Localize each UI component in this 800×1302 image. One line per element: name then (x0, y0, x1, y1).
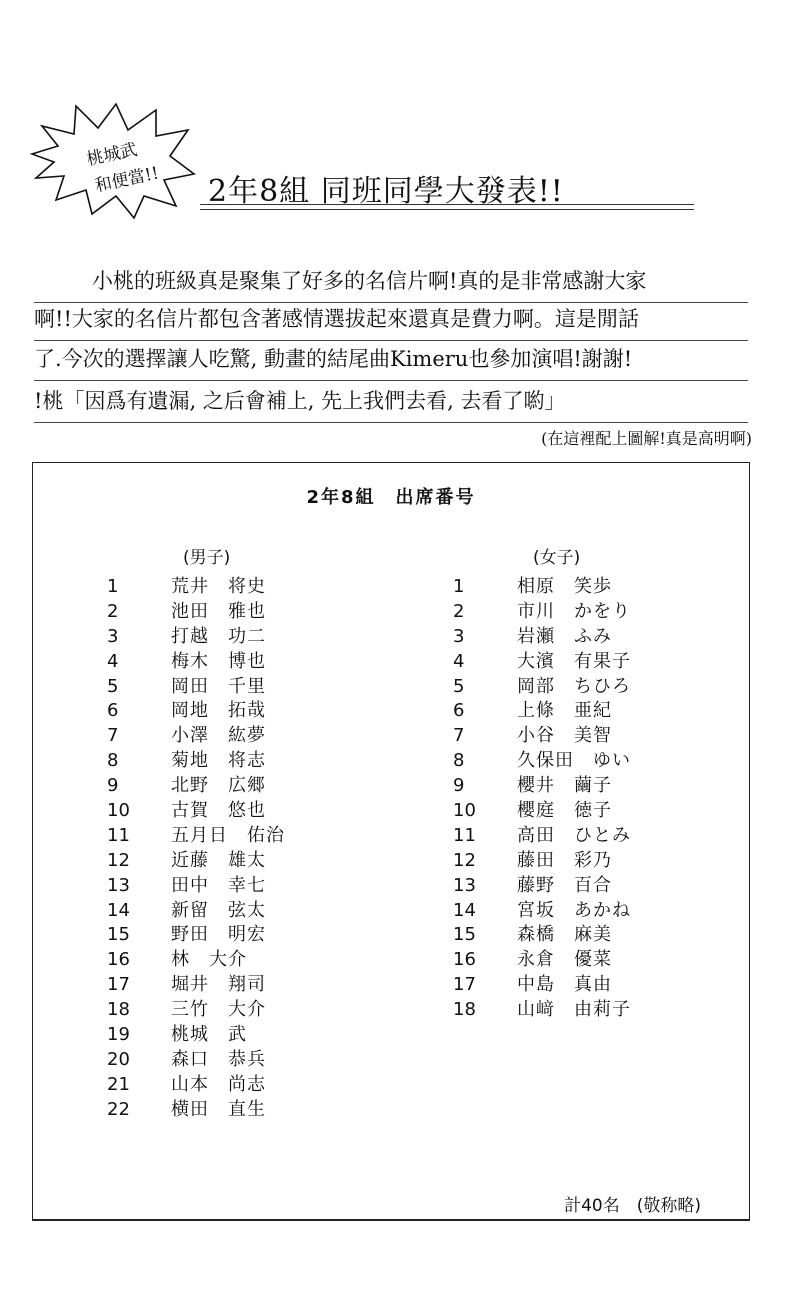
girl-number: 6 (453, 700, 465, 722)
boy-number: 13 (107, 874, 130, 896)
boy-name: 北野 広郷 (171, 775, 266, 797)
boy-number: 21 (107, 1073, 130, 1095)
girl-number: 9 (453, 775, 465, 797)
boy-name: 五月日 佑治 (171, 824, 285, 846)
boy-name: 新留 弦太 (171, 899, 266, 921)
page-title: 2年8組 同班同學大發表!! (208, 174, 564, 209)
boy-name: 梅木 博也 (171, 650, 266, 672)
boy-number: 8 (107, 750, 119, 772)
boy-number: 20 (107, 1048, 130, 1070)
girl-name: 宮坂 あかね (517, 899, 631, 921)
girl-name: 上條 亜紀 (517, 700, 612, 722)
girl-number: 4 (453, 650, 465, 672)
girl-name: 櫻井 繭子 (517, 775, 612, 797)
girl-number: 3 (453, 625, 465, 647)
note-line-1: 小桃的班級真是聚集了好多的名信片啊!真的是非常感謝大家 (34, 266, 748, 303)
girl-name: 相原 笑歩 (517, 576, 612, 597)
girls-header: (女子) (533, 548, 581, 568)
boy-name: 三竹 大介 (171, 999, 266, 1021)
boy-name: 岡田 千里 (171, 675, 266, 697)
girl-name: 市川 かをり (517, 600, 631, 622)
girl-number: 11 (453, 824, 476, 846)
boy-name: 打越 功二 (171, 625, 266, 647)
boy-number: 16 (107, 949, 130, 971)
boy-name: 古賀 悠也 (171, 800, 266, 822)
girl-name: 山﨑 由莉子 (517, 999, 631, 1021)
girl-name: 櫻庭 徳子 (517, 800, 612, 822)
boy-number: 5 (107, 675, 119, 697)
girl-number: 10 (453, 800, 476, 822)
note-credit: (在這裡配上圖解!真是高明啊) (541, 429, 752, 448)
boy-name: 桃城 武 (171, 1024, 247, 1046)
boy-number: 2 (107, 600, 119, 622)
girl-name: 岡部 ちひろ (517, 675, 631, 697)
boy-name: 野田 明宏 (171, 924, 266, 946)
girl-number: 15 (453, 924, 476, 946)
boy-name: 岡地 拓哉 (171, 700, 266, 722)
girl-name: 高田 ひとみ (517, 824, 631, 846)
boy-name: 荒井 将史 (171, 576, 266, 597)
note-line-3: 了.今次的選擇讓人吃驚, 動畫的結尾曲Kimeru也參加演唱!謝謝! (34, 344, 748, 381)
girl-number: 16 (453, 949, 476, 971)
boy-number: 4 (107, 650, 119, 672)
girl-number: 5 (453, 675, 465, 697)
boy-name: 森口 恭兵 (171, 1048, 266, 1070)
girl-name: 小谷 美智 (517, 725, 612, 747)
badge-line-2: 和便當!! (93, 163, 161, 197)
girl-number: 7 (453, 725, 465, 747)
boy-number: 6 (107, 700, 119, 722)
girl-number: 12 (453, 849, 476, 871)
total-count: 計40名 (敬称略) (564, 1196, 701, 1216)
boy-number: 9 (107, 775, 119, 797)
boy-name: 菊地 将志 (171, 750, 266, 772)
boy-number: 7 (107, 725, 119, 747)
girl-name: 藤野 百合 (517, 874, 612, 896)
boy-number: 14 (107, 899, 130, 921)
girl-name: 藤田 彩乃 (517, 849, 612, 871)
boy-number: 11 (107, 824, 130, 846)
badge-line-1: 桃城武 (84, 139, 140, 171)
boy-name: 林 大介 (171, 949, 247, 971)
girl-number: 17 (453, 974, 476, 996)
girl-name: 永倉 優菜 (517, 949, 612, 971)
title-rule-1 (200, 204, 694, 205)
girl-number: 14 (453, 899, 476, 921)
girl-number: 13 (453, 874, 476, 896)
boy-name: 田中 幸七 (171, 874, 266, 896)
boy-name: 小澤 紘夢 (171, 725, 266, 747)
boy-number: 10 (107, 800, 130, 822)
boy-number: 17 (107, 974, 130, 996)
girl-name: 岩瀬 ふみ (517, 625, 612, 647)
note-line-4: !桃「因爲有遺漏, 之后會補上, 先上我們去看, 去看了喲」 (34, 386, 748, 423)
boy-number: 15 (107, 924, 130, 946)
girl-name: 久保田 ゆい (517, 750, 631, 772)
boy-name: 堀井 翔司 (171, 974, 266, 996)
boy-number: 12 (107, 849, 130, 871)
girl-number: 18 (453, 999, 476, 1021)
boy-number: 22 (107, 1098, 130, 1120)
boy-name: 横田 直生 (171, 1098, 266, 1120)
title-rule-2 (200, 209, 694, 210)
girl-name: 中島 真由 (517, 974, 612, 996)
boy-name: 近藤 雄太 (171, 849, 266, 871)
girl-number: 8 (453, 750, 465, 772)
note-line-2: 啊!!大家的名信片都包含著感情選拔起來還真是費力啊。這是閒話 (34, 304, 748, 341)
boy-number: 18 (107, 999, 130, 1021)
roster-title: 2年8組 出席番号 (306, 487, 476, 508)
boy-name: 池田 雅也 (171, 600, 266, 622)
boy-number: 1 (107, 576, 119, 597)
boys-header: (男子) (183, 548, 231, 568)
girl-name: 大濱 有果子 (517, 650, 631, 672)
boy-name: 山本 尚志 (171, 1073, 266, 1095)
girl-name: 森橋 麻美 (517, 924, 612, 946)
girl-number: 1 (453, 576, 465, 597)
roster-box (32, 462, 750, 1221)
boy-number: 19 (107, 1024, 130, 1046)
boy-number: 3 (107, 625, 119, 647)
girl-number: 2 (453, 600, 465, 622)
